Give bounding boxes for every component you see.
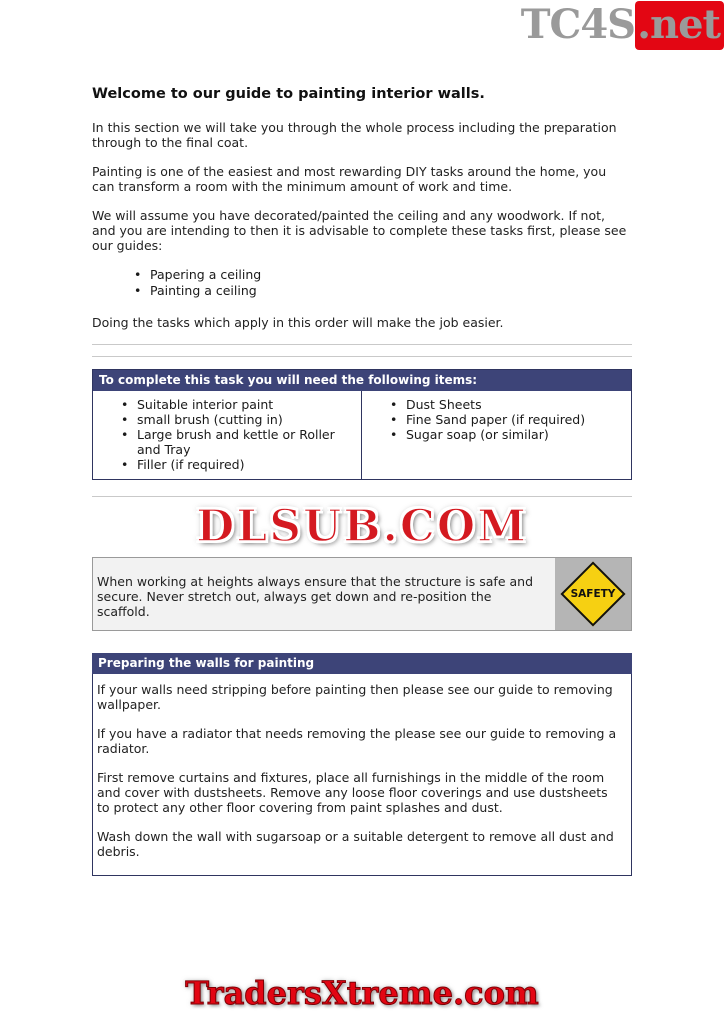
- list-item: • small brush (cutting in): [121, 412, 355, 427]
- list-item: • Sugar soap (or similar): [390, 427, 625, 442]
- intro-closing: Doing the tasks which apply in this order will make the job easier.: [92, 315, 504, 330]
- items-table-cell-right: [362, 391, 631, 479]
- items-list-left: [121, 397, 355, 472]
- preparing-paragraph: If you have a radiator that needs removing the please see our guide to removing a radiator.: [97, 726, 617, 756]
- tc4s-watermark-text: TC4S: [520, 1, 636, 48]
- items-table-body: [93, 391, 631, 479]
- list-item: • Painting a ceiling: [134, 283, 632, 299]
- items-table-cell-left: [93, 391, 362, 479]
- divider-group: [92, 344, 632, 357]
- list-item: • Fine Sand paper (if required): [390, 412, 625, 427]
- preparing-section: [92, 653, 632, 876]
- safety-sign-label: SAFETY: [570, 587, 616, 600]
- preparing-paragraph: First remove curtains and fixtures, place all furnishings in the middle of the room and cover with dustsheets. Remove any loose floor coverings and use dustsheets to protect any other floor covering from paint splashes and dust.: [97, 770, 608, 815]
- intro-paragraph: Painting is one of the easiest and most rewarding DIY tasks around the home, you can transform a room with the minimum amount of work and time.: [92, 164, 607, 194]
- tradersxtreme-watermark: TradersXtreme.com: [185, 974, 539, 1012]
- list-item: • Papering a ceiling: [134, 267, 632, 283]
- divider-group: [92, 496, 632, 497]
- divider: [92, 356, 632, 357]
- intro-paragraph: In this section we will take you through the whole process including the preparation through to the final coat.: [92, 120, 617, 150]
- document-content: [92, 86, 632, 876]
- tc4s-watermark: [521, 2, 724, 48]
- list-item: • Large brush and kettle or Roller and Tray: [121, 427, 355, 457]
- safety-sign-area: [555, 558, 631, 630]
- items-table-header: To complete this task you will need the following items:: [93, 370, 631, 391]
- preparing-paragraph: Wash down the wall with sugarsoap or a suitable detergent to remove all dust and debris.: [97, 829, 614, 859]
- divider: [92, 344, 632, 345]
- preparing-paragraph: If your walls need stripping before painting then please see our guide to removing wallpaper.: [97, 682, 613, 712]
- preparing-section-body: [92, 674, 632, 876]
- list-item: • Filler (if required): [121, 457, 355, 472]
- intro-paragraph: We will assume you have decorated/painted the ceiling and any woodwork. If not, and you are intending to then it is advisable to complete these tasks first, please see our guides:: [92, 208, 627, 253]
- items-list-right: [390, 397, 625, 442]
- divider: [92, 496, 632, 497]
- safety-notice-text: When working at heights always ensure that the structure is safe and secure. Never stretch out, always get down and re-position the scaffold.: [97, 574, 534, 619]
- preparing-section-header: Preparing the walls for painting: [92, 653, 632, 674]
- dlsub-watermark: DLSUB.COM: [196, 501, 528, 552]
- list-item: • Suitable interior paint: [121, 397, 355, 412]
- items-table: [92, 369, 632, 480]
- guides-list: [134, 267, 632, 299]
- page-title: Welcome to our guide to painting interior walls.: [92, 86, 485, 102]
- tc4s-watermark-net: .net: [635, 1, 724, 50]
- list-item: • Dust Sheets: [390, 397, 625, 412]
- safety-notice-box: [92, 557, 632, 631]
